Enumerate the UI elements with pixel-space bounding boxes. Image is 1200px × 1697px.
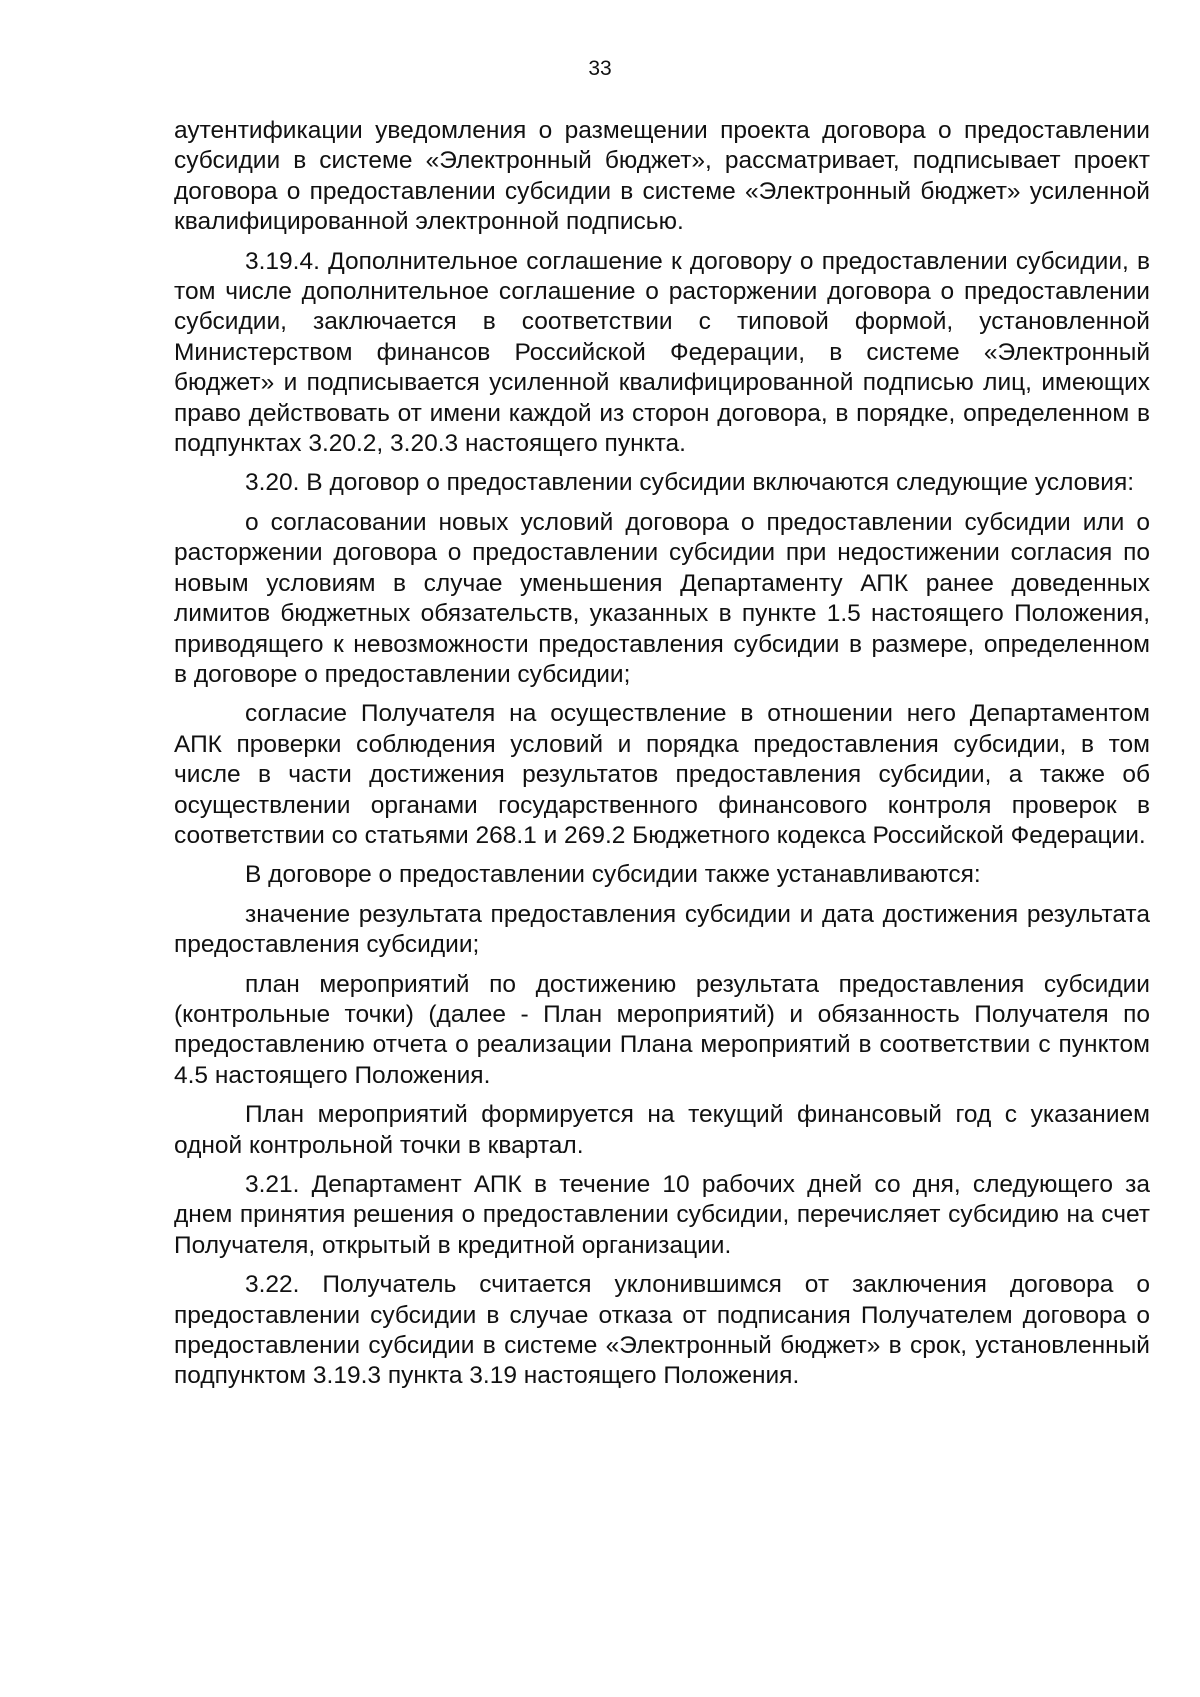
document-body	[174, 116, 1150, 1401]
paragraph: аутентификации уведомления о размещении проекта договора о предоставлении субсидии в системе «Электронный бюджет», рассматривает, подписывает проект договора о предоставлении субсидии в системе «Электронный бюджет» усиленной квалифицированной электронной подписью.	[174, 117, 1150, 236]
paragraph: план мероприятий по достижению результата предоставления субсидии (контрольные точки) (далее - План мероприятий) и обязанность Получателя по предоставлению отчета о реализации Плана мероприятий в соответствии с пунктом 4.5 настоящего Положения.	[174, 970, 1150, 1089]
paragraph: 3.21. Департамент АПК в течение 10 рабочих дней со дня, следующего за днем принятия решения о предоставлении субсидии, перечисляет субсидию на счет Получателя, открытый в кредитной организации.	[174, 1171, 1150, 1259]
paragraph: План мероприятий формируется на текущий финансовый год с указанием одной контрольной точки в квартал.	[174, 1101, 1150, 1159]
paragraph: 3.20. В договор о предоставлении субсидии включаются следующие условия:	[245, 469, 1135, 497]
paragraph: значение результата предоставления субсидии и дата достижения результата предоставления субсидии;	[174, 900, 1150, 959]
paragraph: о согласовании новых условий договора о предоставлении субсидии или о расторжении договора о предоставлении субсидии при недостижении согласия по новым условиям в случае уменьшения Департаменту АПК ранее доведенных лимитов бюджетных обязательств, указанных в пункте 1.5 настоящего Положения, приводящего к невозможности предоставления субсидии в размере, определенном в договоре о предоставлении субсидии;	[174, 508, 1150, 688]
paragraph: В договоре о предоставлении субсидии также устанавливаются:	[245, 861, 981, 889]
paragraph: 3.22. Получатель считается уклонившимся от заключения договора о предоставлении субсидии в случае отказа от подписания Получателем договора о предоставлении субсидии в системе «Электронный бюджет» в срок, установленный подпунктом 3.19.3 пункта 3.19 настоящего Положения.	[174, 1271, 1150, 1390]
paragraph: согласие Получателя на осуществление в отношении него Департаментом АПК проверки соблюдения условий и порядка предоставления субсидии, в том числе в части достижения результатов предоставления субсидии, а также об осуществлении органами государственного финансового контроля проверок в соответствии со статьями 268.1 и 269.2 Бюджетного кодекса Российской Федерации.	[174, 700, 1150, 849]
page-number: 33	[588, 57, 612, 80]
paragraph: 3.19.4. Дополнительное соглашение к договору о предоставлении субсидии, в том числе дополнительное соглашение о расторжении договора о предоставлении субсидии, заключается в соответствии с типовой формой, установленной Министерством финансов Российской Федерации, в системе «Электронный бюджет» и подписывается усиленной квалифицированной подписью лиц, имеющих право действовать от имени каждой из сторон договора, в порядке, определенном в подпунктах 3.20.2, 3.20.3 настоящего пункта.	[174, 247, 1150, 458]
